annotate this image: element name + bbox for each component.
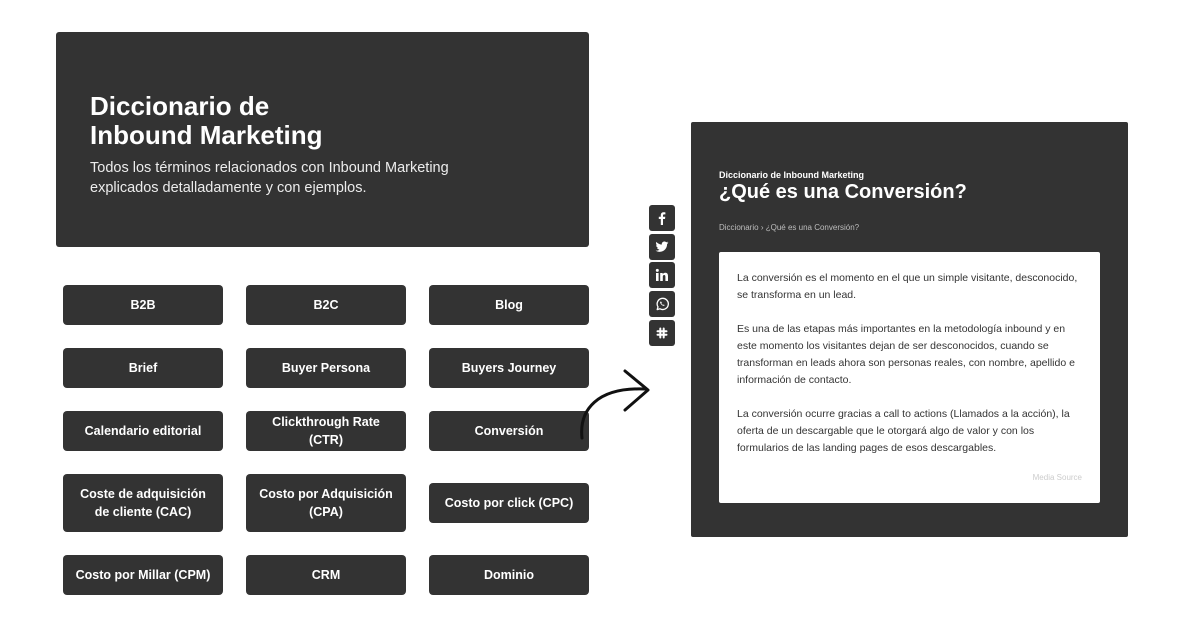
term-button-cpc[interactable]: Costo por click (CPC) — [429, 483, 589, 523]
facebook-icon — [655, 211, 669, 225]
term-button-cpa[interactable]: Costo por Adquisición (CPA) — [246, 474, 406, 532]
term-button-buyer-persona[interactable]: Buyer Persona — [246, 348, 406, 388]
article-title: ¿Qué es una Conversión? — [719, 181, 967, 203]
term-button-ctr[interactable]: Clickthrough Rate (CTR) — [246, 411, 406, 451]
whatsapp-icon — [655, 297, 669, 311]
definition-paragraph: La conversión ocurre gracias a call to actions (Llamados a la acción), la oferta de un descargable que le otorgará algo de valor y con los formularios de las landing pages de esos descargables. — [737, 408, 1070, 454]
term-button-conversion[interactable]: Conversión — [429, 411, 589, 451]
share-facebook-button[interactable] — [649, 205, 675, 231]
slack-icon — [655, 326, 669, 340]
term-button-crm[interactable]: CRM — [246, 555, 406, 595]
breadcrumb — [719, 223, 859, 232]
term-button-buyers-journey[interactable]: Buyers Journey — [429, 348, 589, 388]
breadcrumb-root-link[interactable]: Diccionario — [719, 223, 759, 232]
breadcrumb-current: ¿Qué es una Conversión? — [765, 223, 860, 232]
hero-title-line2: Inbound Marketing — [90, 120, 323, 150]
term-button-calendario-editorial[interactable]: Calendario editorial — [63, 411, 223, 451]
term-button-b2c[interactable]: B2C — [246, 285, 406, 325]
term-button-cac[interactable]: Coste de adquisición de cliente (CAC) — [63, 474, 223, 532]
breadcrumb-separator: › — [760, 223, 764, 232]
hero-title — [90, 92, 390, 150]
share-slack-button[interactable] — [649, 320, 675, 346]
term-button-dominio[interactable]: Dominio — [429, 555, 589, 595]
linkedin-icon — [655, 268, 669, 282]
share-twitter-button[interactable] — [649, 234, 675, 260]
term-button-b2b[interactable]: B2B — [63, 285, 223, 325]
term-button-cpm[interactable]: Costo por Millar (CPM) — [63, 555, 223, 595]
media-source-label: Media Source — [1032, 473, 1082, 482]
hero-title-line1: Diccionario de — [90, 91, 270, 121]
curved-arrow-icon — [575, 365, 655, 440]
article-panel — [691, 122, 1128, 537]
share-linkedin-button[interactable] — [649, 262, 675, 288]
twitter-icon — [655, 240, 669, 254]
definition-paragraph: Es una de las etapas más importantes en la metodología inbound y en este momento los visitantes dejan de ser desconocidos, cuando se transforman en leads ahora son personas reales, con nombre, apellido e información de contacto. — [737, 323, 1075, 386]
article-kicker: Diccionario de Inbound Marketing — [719, 170, 865, 180]
definition-card — [719, 252, 1100, 503]
term-button-brief[interactable]: Brief — [63, 348, 223, 388]
hero-subtitle: Todos los términos relacionados con Inbound Marketing explicados detalladamente y con ejemplos. — [90, 160, 449, 196]
dictionary-hero — [56, 32, 589, 247]
term-button-blog[interactable]: Blog — [429, 285, 589, 325]
definition-paragraph: La conversión es el momento en el que un simple visitante, desconocido, se transforma en un lead. — [737, 272, 1078, 301]
share-whatsapp-button[interactable] — [649, 291, 675, 317]
